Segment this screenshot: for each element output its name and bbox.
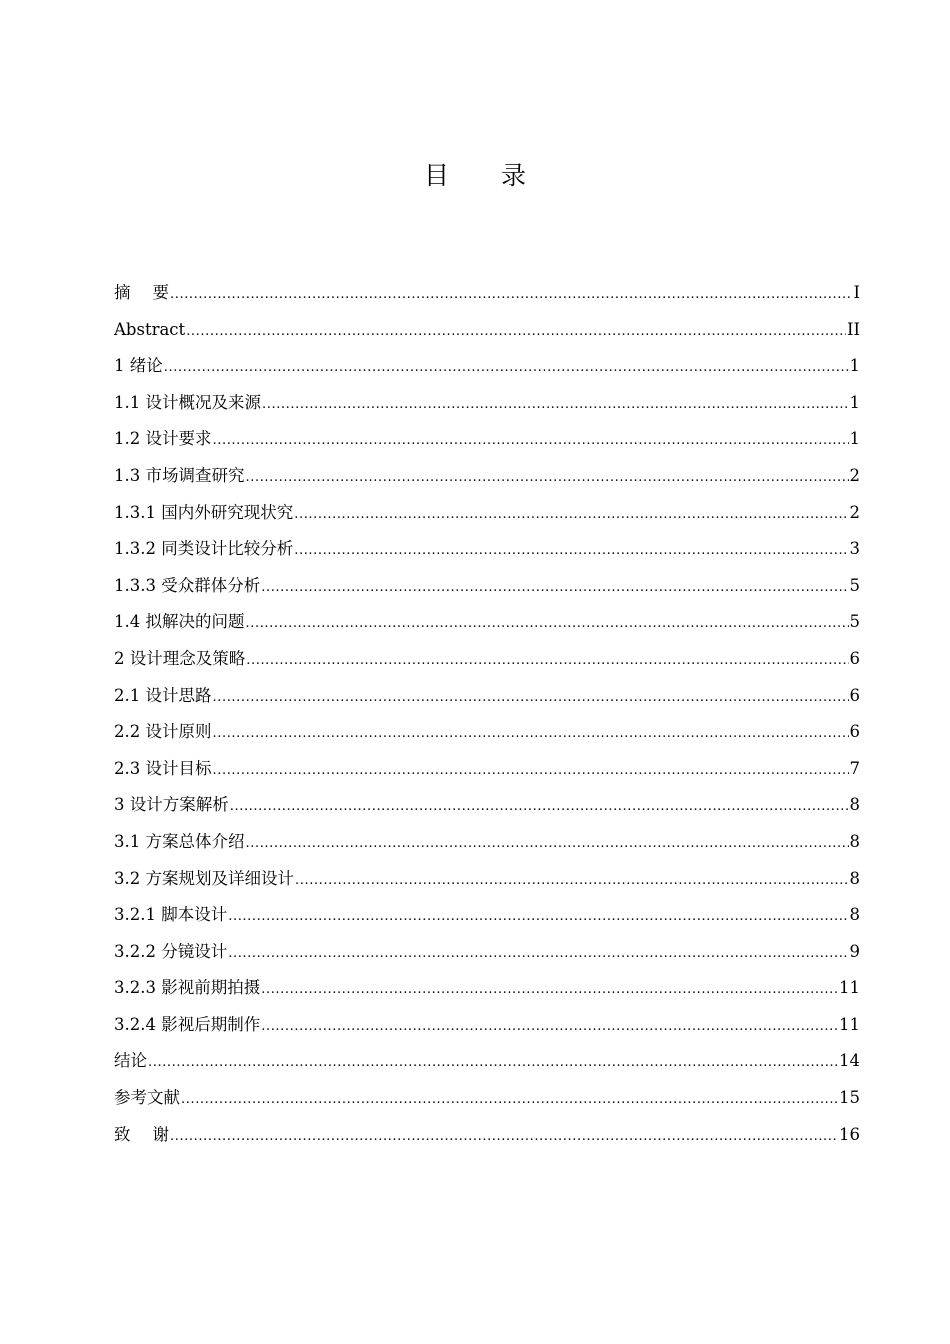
toc-entry-page-number: 15: [839, 1088, 860, 1108]
toc-entry[interactable]: [114, 751, 860, 788]
page-title: 目 录: [424, 161, 548, 190]
toc-entry[interactable]: [114, 1043, 860, 1080]
toc-entry-label: Abstract: [114, 319, 186, 339]
toc-entry[interactable]: [114, 1080, 860, 1117]
toc-entry[interactable]: [114, 385, 860, 422]
toc-entry-label: 2.2 设计原则: [114, 722, 212, 742]
toc-entry[interactable]: [114, 531, 860, 568]
toc-dot-leader: [246, 460, 849, 497]
toc-entry-page-number: 1: [849, 429, 860, 449]
toc-entry-page-number: 6: [849, 685, 860, 705]
toc-dot-leader: [186, 314, 846, 351]
toc-entry-page-number: 3: [849, 539, 860, 559]
toc-entry-page-number: 6: [849, 648, 860, 668]
toc-list: [114, 275, 860, 1153]
toc-entry-label: 致谢: [114, 1124, 169, 1144]
toc-entry-label: 1.3.1 国内外研究现状究: [114, 502, 294, 522]
toc-entry-label: 1.4 拟解决的问题: [114, 612, 245, 632]
toc-entry-page-number: 16: [839, 1124, 860, 1144]
toc-dot-leader: [181, 1082, 838, 1119]
toc-entry-page-number: 8: [849, 831, 860, 851]
toc-entry-label: 2 设计理念及策略: [114, 648, 246, 668]
toc-entry[interactable]: [114, 275, 860, 312]
toc-dot-leader: [213, 753, 849, 790]
toc-dot-leader: [230, 789, 849, 826]
toc-dot-leader: [295, 863, 849, 900]
toc-entry[interactable]: [114, 714, 860, 751]
toc-dot-leader: [228, 936, 848, 973]
toc-dot-leader: [246, 643, 848, 680]
toc-entry[interactable]: [114, 312, 860, 349]
toc-dot-leader: [262, 387, 849, 424]
toc-dot-leader: [164, 350, 849, 387]
toc-dot-leader: [170, 1119, 838, 1156]
toc-entry-label: 3 设计方案解析: [114, 795, 229, 815]
toc-dot-leader: [261, 972, 838, 1009]
toc-entry[interactable]: [114, 678, 860, 715]
toc-entry-label: 3.2.2 分镜设计: [114, 941, 228, 961]
toc-entry-page-number: 2: [849, 502, 860, 522]
toc-dot-leader: [213, 680, 849, 717]
toc-entry[interactable]: [114, 641, 860, 678]
toc-entry-label: 1.3.2 同类设计比较分析: [114, 539, 294, 559]
toc-dot-leader: [261, 570, 848, 607]
toc-entry-label: 1.3.3 受众群体分析: [114, 575, 261, 595]
toc-dot-leader: [228, 899, 848, 936]
toc-dot-leader: [246, 606, 849, 643]
toc-dot-leader: [170, 277, 852, 314]
toc-dot-leader: [213, 716, 849, 753]
toc-entry-page-number: 7: [849, 758, 860, 778]
toc-entry[interactable]: [114, 421, 860, 458]
toc-entry[interactable]: [114, 787, 860, 824]
toc-entry[interactable]: [114, 348, 860, 385]
toc-entry-page-number: 11: [839, 978, 860, 998]
toc-entry[interactable]: [114, 568, 860, 605]
toc-entry-label: 1.2 设计要求: [114, 429, 212, 449]
toc-dot-leader: [261, 1009, 838, 1046]
toc-entry-label: 参考文献: [114, 1088, 180, 1108]
toc-dot-leader: [148, 1045, 838, 1082]
toc-dot-leader: [294, 533, 848, 570]
toc-dot-leader: [213, 423, 849, 460]
toc-entry-page-number: 1: [849, 356, 860, 376]
toc-entry[interactable]: [114, 934, 860, 971]
toc-entry[interactable]: [114, 1117, 860, 1154]
toc-entry-label: 3.1 方案总体介绍: [114, 831, 245, 851]
toc-entry[interactable]: [114, 1007, 860, 1044]
toc-entry-label: 1.3 市场调查研究: [114, 465, 245, 485]
toc-entry[interactable]: [114, 604, 860, 641]
toc-entry-page-number: I: [853, 283, 860, 302]
toc-entry-label: 3.2.4 影视后期制作: [114, 1014, 261, 1034]
toc-entry-page-number: II: [846, 319, 860, 339]
toc-entry-page-number: 9: [849, 941, 860, 961]
toc-entry-page-number: 5: [849, 612, 860, 632]
toc-entry[interactable]: [114, 495, 860, 532]
toc-entry-page-number: 8: [849, 868, 860, 888]
toc-entry-page-number: 6: [849, 722, 860, 742]
toc-entry-page-number: 8: [849, 795, 860, 815]
toc-dot-leader: [246, 826, 849, 863]
toc-entry-page-number: 14: [839, 1051, 860, 1071]
toc-entry-page-number: 11: [839, 1014, 860, 1034]
toc-entry-label: 3.2.3 影视前期拍摄: [114, 978, 261, 998]
toc-entry-page-number: 5: [849, 575, 860, 595]
toc-entry[interactable]: [114, 970, 860, 1007]
toc-entry-label: 3.2 方案规划及详细设计: [114, 868, 294, 888]
toc-entry-page-number: 2: [849, 465, 860, 485]
toc-entry-page-number: 8: [849, 905, 860, 925]
toc-entry-label: 2.3 设计目标: [114, 758, 212, 778]
toc-entry-label: 摘要: [114, 283, 169, 302]
toc-entry-label: 1 绪论: [114, 356, 163, 376]
toc-entry-label: 1.1 设计概况及来源: [114, 392, 261, 412]
toc-entry[interactable]: [114, 897, 860, 934]
toc-entry-page-number: 1: [849, 392, 860, 412]
toc-entry-label: 3.2.1 脚本设计: [114, 905, 228, 925]
toc-entry-label: 结论: [114, 1051, 147, 1071]
toc-entry[interactable]: [114, 458, 860, 495]
toc-entry[interactable]: [114, 824, 860, 861]
toc-dot-leader: [294, 497, 848, 534]
toc-entry-label: 2.1 设计思路: [114, 685, 212, 705]
toc-entry[interactable]: [114, 861, 860, 898]
